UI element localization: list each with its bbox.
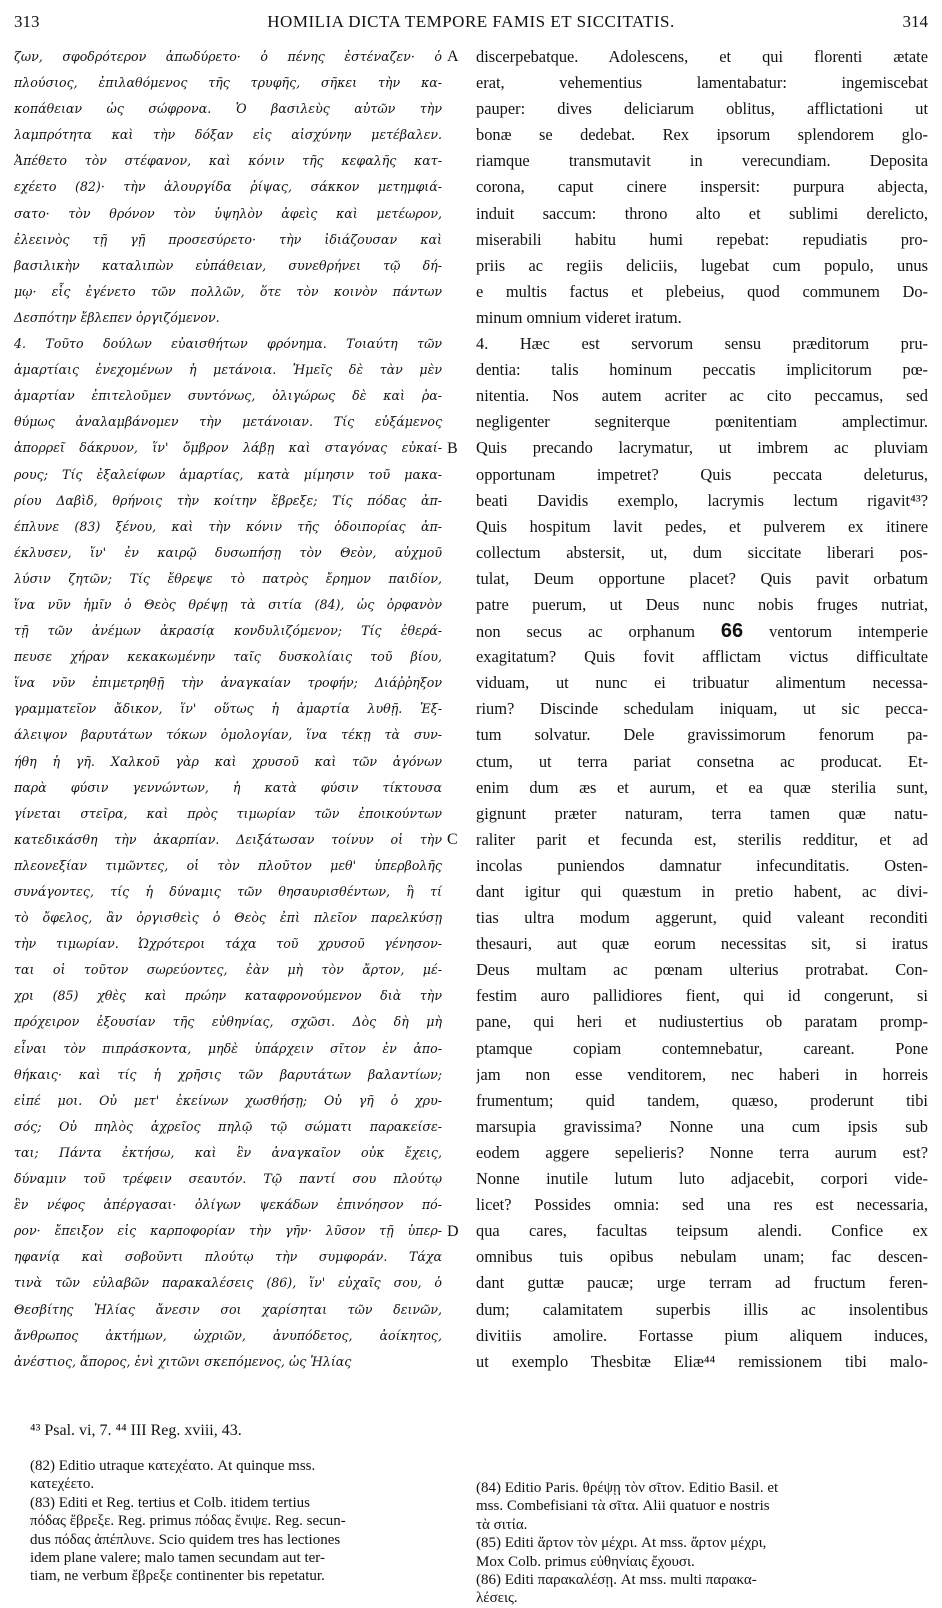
latin-line-segment: ventorum intemperie [743,622,928,642]
greek-text-line: ηφανίᾳ καὶ σοβοῦντι πλούτῳ τὴν συμφοράν. Τάχα [14,1249,442,1265]
greek-text-line: ρον· ἔπειξον εἰς καρποφορίαν τὴν γῆν· λῦσον τῇ ὑπερ- [14,1223,442,1239]
greek-text-line: ήθη ἡ γῆ. Χαλκοῦ γὰρ καὶ χρυσοῦ καὶ τῶν ἀγόνων [14,753,442,769]
footnote-line: (82) Editio utraque κατεχέατο. At quinque mss. [30,1458,316,1474]
latin-text-line [476,618,928,644]
latin-line-segment: non secus ac orphanum [476,622,721,642]
greek-text-line: εἶναι τὸν πιπράσκοντα, μηδὲ ὑπάρχειν σῖτον ἐν ἀπο- [14,1040,442,1056]
latin-text-line: jam non esse venditorem, nec haberi in horreis [476,1064,928,1084]
greek-text-line: ται; Πάντα ἐκτήσω, καὶ ἓν ἀναγκαῖον οὐκ ἔχεις, [14,1144,442,1160]
latin-text-line: Quis hospitum lavit pedes, et pulverem ex itinere [476,516,928,536]
page-title: HOMILIA DICTA TEMPORE FAMIS ET SICCITATIS. [267,12,675,31]
latin-text-line: ptamque copiam contemnebatur, careant. Pone [476,1038,928,1058]
greek-text-line: ἓν νέφος ἀπέργασαι· ὀλίγων ψεκάδων ἐπινόησον πό- [14,1197,442,1213]
greek-text-line: ρίου Δαβὶδ, θρήνοις τὴν κοίτην ἔβρεξε; Τίς πόδας ἀπ- [14,492,442,508]
greek-text-line: κοπάθειαν ὡς σώφρονα. Ὁ βασιλεὺς αὐτῶν τὴν [14,101,442,117]
footnote-line: (83) Editi et Reg. tertius et Colb. itidem tertius [30,1494,310,1511]
page-badge: 66 [720,620,744,643]
greek-text-line: πλούσιος, ἐπιλαθόμενος τῆς τρυφῆς, σῆκει τὴν κα- [14,75,442,91]
greek-text-line: συνάγοντες, τίς ἡ δύναμις τῶν θησαυρισθέντων, ἢ τί [14,884,442,899]
footnotes-right [476,1479,928,1608]
latin-text-line: nitentia. Nos autem acriter ac cito peccamus, sed [476,386,928,406]
footnote-line: (86) Editi παρακαλέσῃ. At mss. multi παρακα- [476,1571,757,1588]
running-header [14,12,928,38]
latin-text-line: opportunam impetret? Quis peccata deleturus, [476,464,928,484]
greek-text-line: πλεονεξίαν τιμῶντες, οἱ τὸν πλοῦτον μεθ' ὑπερβολῆς [14,857,442,873]
latin-text-line: Quis precando lacrymatur, ut imbrem ac pluviam [476,438,928,458]
greek-column [14,44,442,1375]
latin-text-line: dum; calamitatem superbis illis ac insolentibus [476,1299,928,1319]
latin-text-line: viduam, ut nunc ei tribuatur alimentum necessa- [476,673,928,693]
greek-text-line: τὴν τιμωρίαν. Ὠχρότεροι τάχα τοῦ χρυσοῦ γένησον- [14,936,442,952]
latin-text-line: priis ac regiis deliciis, lugebat cum populo, unus [476,255,928,275]
footnote-line: λέσεις. [476,1590,518,1607]
greek-text-line: πευσε χήραν κεκακωμένην ταῖς δυσκολίαις τοῦ βίου, [14,649,442,665]
latin-text-line: collectum abstersit, ut, dum siccitate liberari pos- [476,542,928,562]
greek-text-line: Θεσβίτης Ἠλίας ἄνεσιν σοι χαρίσηται τῶν δεινῶν, [14,1301,442,1317]
page-number-left: 313 [14,12,40,31]
greek-text-line: θύμως ἀναλαμβάνομεν τὴν μετάνοιαν. Τίς εὐξάμενος [14,414,442,430]
greek-text-line: ἐλεεινὸς τῇ γῇ προσεσύρετο· τὴν ἰδιάζουσαν καὶ [14,231,442,247]
latin-text-line: Deus multam ac pœnam ulterius protrabat. Con- [476,960,928,980]
greek-text-line: ται οἱ τοῦτον σωρεύοντες, ἐὰν μὴ τὸν ἄρτον, μέ- [14,962,442,978]
greek-text-line: Δεσπότην ἔβλεπεν ὀργιζόμενον. [14,309,220,325]
latin-text-line: frumentum; quid tandem, quæso, proderunt tibi [476,1090,928,1110]
greek-text-line: τινὰ τῶν εὐλαβῶν παρακαλέσεις (86), ἵν' εὐχαῖς σου, ὁ [14,1275,442,1291]
greek-text-line: ἵνα νῦν ἡμῖν ὁ Θεὸς θρέψῃ τὰ σιτία (84), ὡς ὀρφανὸν [14,596,442,612]
greek-text-line: 4. Τοῦτο δούλων εὐαισθήτων φρόνημα. Τοιαύτη τῶν [14,336,442,352]
latin-text-line: dant igitur qui quæstum in pretio habent, ac divi- [476,882,928,901]
greek-text-line: ἁμαρτίαις ἐνεχομένων ἡ μετάνοια. Ἡμεῖς δὲ τὰν μὲν [14,362,442,378]
latin-text-line: miserabili habitu humi repebat: repudiatis pro- [476,229,928,249]
latin-text-line: licet? Possides omnia: sed una res est necessaria, [476,1195,928,1215]
latin-text-line: tum solvatur. Dele gravissimorum fenorum pa- [476,725,928,745]
margin-marker-a: A [447,48,459,65]
footnote-line: idem plane valere; malo tamen secundam aut ter- [30,1549,325,1566]
latin-text-line: corona, caput cinere inspersit: purpura abjecta, [476,177,928,197]
latin-text-line: riamque transmutavit in verecundiam. Deposita [476,151,928,171]
latin-text-line: induit saccum: throno alto et sublimi derelicto, [476,203,928,223]
latin-text-line: patre puerum, ut Deus nunc nobis fruges nutriat, [476,594,928,614]
footnote-line: dus πόδας ἀπέπλυνε. Scio quidem tres has lectiones [30,1531,341,1548]
margin-marker-c: C [447,831,458,848]
greek-text-line: γίνεται στεῖρα, καὶ πρὸς τιμωρίαν τῶν ἐποικούντων [14,805,442,821]
greek-text-line: ἀνέστιος, ἄπορος, ἑνὶ χιτῶνι σκεπόμενος, ὡς Ἠλίας [14,1353,352,1369]
greek-text-line: βασιλικὴν καταλιπὼν εὐπάθειαν, συνεθρήνει τῷ δή- [14,257,442,273]
footnote-line: τὰ σιτία. [476,1516,528,1533]
greek-text-line: χρι (85) χθὲς καὶ πρώην καταφρονούμενον διὰ τὴν [14,988,442,1004]
latin-text-line: marsupia gravissima? Nonne una cum ipsis sub [476,1116,928,1136]
latin-text-line: pane, qui heri et nudiustertius ob paratam promp- [476,1012,928,1032]
margin-marker-b: B [447,439,458,457]
greek-text-line: πρόχειρον ἐξουσίαν τῆς εὐθηνίας, σχῶσι. Δὸς δὴ μὴ [14,1014,442,1030]
latin-text-line: festim auro pallidiores fient, qui id congerunt, si [476,986,928,1006]
greek-text-line: παρὰ φύσιν γεννώντων, ἡ κατὰ φύσιν τίκτουσα [14,779,442,795]
latin-text-line: bonæ se dedebat. Rex ipsorum splendorem glo- [476,125,928,145]
latin-text-line: discerpebatque. Adolescens, et qui florenti ætate [476,47,928,66]
footnote-line: πόδας ἔβρεξε. Reg. primus πόδας ἔνιψε. Reg. secun- [30,1513,346,1530]
greek-text-line: κατεδικάσθη τὴν ἀκαρπίαν. Δειξάτωσαν τοίνυν οἱ τὴν [14,831,442,847]
greek-text-line: θήκαις· καὶ τίς ἡ χρῆσις τῶν βαρυτάτων βαλαντίων; [14,1066,442,1082]
latin-column [476,44,928,1375]
greek-text-line: ἁμαρτίαν ἐπιτελοῦμεν συντόνως, ὀλιγώρως δὲ καὶ ῥα- [14,388,442,404]
greek-text-line: έκλυσεν, ἵν' ἐν καιρῷ δυσωπήσῃ τὸν Θεὸν, αὐχμοῦ [14,544,442,560]
footnote-line: (85) Editi ἄρτον τὸν μέχρι. At mss. ἄρτον μέχρι, [476,1535,767,1552]
latin-text-line: divitiis amolire. Fortasse pium aliquem induces, [476,1325,928,1345]
latin-text-line: raliter parit et fecunda est, sterilis redditur, et ad [476,829,928,849]
greek-text-line: λύσιν ζητῶν; Τίς ἔθρεψε τὸ πατρὸς ἔρημον παιδίον, [14,570,442,586]
scripture-references: ⁴³ Psal. vi, 7. ⁴⁴ III Reg. xviii, 43. [30,1422,242,1439]
latin-text-line: pauper: dives deliciarum oblitus, afflictationi ut [476,99,928,119]
greek-text-line: ἀπορρεῖ δάκρυον, ἵν' ὄμβρον λάβῃ καὶ σταγόνας εὐκαί- [14,440,442,456]
greek-text-line: ζων, σφοδρότερον ἀπωδύρετο· ὁ πένης ἐστέναζεν· ὁ [14,49,442,64]
latin-text-line: e multis factus et plebeius, quod communem Do- [476,281,928,301]
latin-text-line: dant guttæ paucæ; urge terram ad fructum feren- [476,1273,928,1293]
greek-text-line: γραμματεῖον ἄδικον, ἵν' οὕτως ἡ ἁμαρτία λυθῇ. Ἐξ- [14,701,442,717]
footnotes-left [30,1457,442,1586]
latin-text-line: exagitatum? Quis fovit afflictam victus difficultate [476,647,928,667]
greek-text-line: μῳ· εἷς ἐγένετο τῶν πολλῶν, ὅτε τὸν κοινὸν πάντων [14,283,442,299]
margin-marker-d: D [447,1222,459,1240]
greek-text-line: λαμπρότητα καὶ τὴν δόξαν εἰς αἰσχύνην μετέβαλεν. [14,127,442,143]
latin-text-line: qua cares, facultas teipsum alendi. Confice ex [476,1221,928,1241]
greek-text-line: σατο· τὸν θρόνον τὸν ὑψηλὸν ἀφεὶς καὶ μετέωρον, [14,205,442,221]
footnote-line: tiam, ne verbum ἔβρεξε continenter bis repetatur. [30,1568,325,1585]
latin-text-line: enim dum æs et aurum, et ea quæ sterilia sunt, [476,777,928,797]
latin-text-line: ctum, ut terra pariat consetna ac producat. Et- [476,751,928,771]
greek-text-line: τῇ τῶν ἀνέμων ἀκρασίᾳ κονδυλιζόμενον; Τίς ἐθερά- [14,623,442,639]
latin-text-line: eodem aggere sepelieris? Nonne terra aurum est? [476,1142,928,1162]
latin-text-line: gignunt præter naturam, terra tamen quæ natu- [476,803,928,823]
greek-text-line: δύναμιν τοῦ τρέφειν σεαυτόν. Τῷ παντί σου πλούτῳ [14,1171,442,1187]
footnote-line: mss. Combefisiani τὰ σῖτα. Alii quatuor e nostris [476,1498,770,1515]
latin-text-line: beati Davidis exemplo, lacrymis lectum rigavit⁴³? [476,490,928,510]
latin-text-line: rium? Discinde schedulam iniquam, ut sic pecca- [476,699,928,719]
latin-text-line: minum omnium videret iratum. [476,307,682,327]
latin-text-line: 4. Hæc est servorum sensu præditorum pru- [476,334,928,354]
latin-text-line: thesauri, aut quæ eorum necessitas sit, si iratus [476,934,928,954]
greek-text-line: άλειψον βαρυτάτων τόκων ὁμολογίαν, ἵνα τέκῃ τὰ συν- [14,727,442,743]
page-number-right: 314 [902,12,928,31]
latin-text-line: omnibus tuis opibus nebulam unam; fac descen- [476,1247,928,1267]
latin-text-line: Nonne inutile lutum luto adjacebit, corpori vide- [476,1169,928,1189]
greek-text-line: ἵνα νῦν ἐπιμετρηθῇ τὴν ἀναγκαίαν τροφήν; Διάῤῥηξον [14,675,442,691]
footnote-line: (84) Editio Paris. θρέψῃ τὸν σῖτον. Editio Basil. et [476,1480,779,1496]
greek-text-line: εχέετο (82)· τὴν ἁλουργίδα ῥίψας, σάκκον μετημφιά- [14,179,442,195]
latin-text-line: dentia: talis hominum peccatis implicitorum pœ- [476,360,928,380]
latin-text-line: negligenter segniterque pœnitentiam amplectimur. [476,412,928,432]
greek-text-line: εἰπέ μοι. Οὐ μετ' ἐκείνων χωσθήσῃ; Οὐ γῆ ὁ χρυ- [14,1092,442,1108]
greek-text-line: σός; Οὐ πηλὸς ἀχρεῖος πηλῷ τῷ σώματι παρακείσε- [14,1118,442,1134]
greek-text-line: Ἀπέθετο τὸν στέφανον, καὶ κόνιν τῆς κεφαλῆς κατ- [14,153,442,169]
greek-text-line: ἄνθρωπος ἀκτήμων, ὠχριῶν, ἀνυπόδετος, ἀοίκητος, [14,1327,442,1343]
latin-text-line: incolas puniendos damnatur infecunditatis. Osten- [476,855,928,875]
latin-text-line: ut exemplo Thesbitæ Eliæ⁴⁴ remissionem tibi malo- [476,1351,928,1371]
footnote-line: κατεχέετο. [30,1476,95,1493]
latin-text-line: tias ultra modum aggerunt, quid valeant reconditi [476,908,928,928]
latin-text-line: tulat, Deum opportune placet? Quis pavit orbatum [476,568,928,588]
greek-text-line: ρους; Τίς ἐξαλείφων ἁμαρτίας, κατὰ μίμησιν τοῦ μακα- [14,466,442,482]
latin-text-line: erat, vehementius lamentabatur: ingemiscebat [476,73,928,93]
greek-text-line: έπλυνε (83) ξένου, καὶ τὴν κόνιν τῆς ὁδοιπορίας ἀπ- [14,518,442,534]
greek-text-line: τὸ ὄφελος, ἂν ὀργισθεὶς ὁ Θεὸς ἐπὶ πλεῖον παρελκύσῃ [14,910,442,926]
footnote-line: Mox Colb. primus εὐθηνίαις ἔχουσι. [476,1553,695,1570]
